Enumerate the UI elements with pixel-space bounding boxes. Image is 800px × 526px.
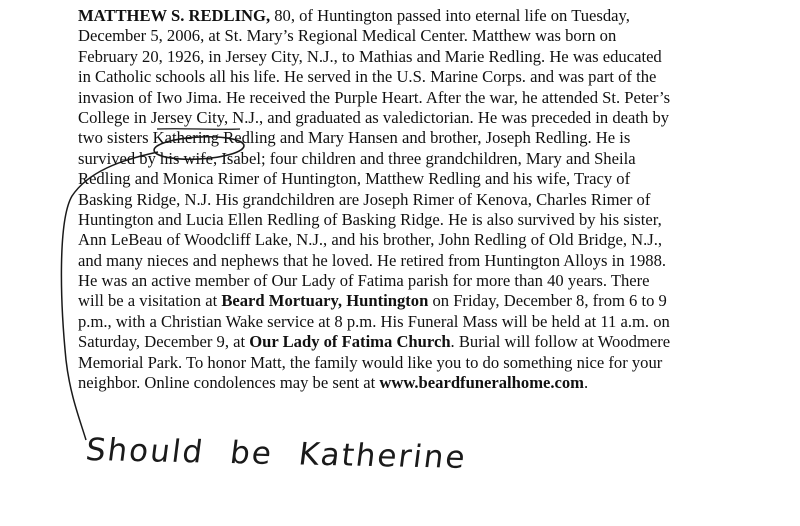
handwritten-note [84, 432, 495, 476]
obituary-line [78, 353, 798, 373]
handwritten-word: be [227, 435, 276, 472]
text-segment: . [584, 373, 589, 393]
text-segment: February 20, 1926, in Jersey City, N.J., to Mathias and Marie Redling. He was educated [78, 46, 662, 66]
text-segment: He was an active member of Our Lady of Fatima parish for more than 40 years. There [78, 271, 650, 291]
bold-text-segment: Our Lady of Fatima Church [249, 332, 451, 352]
obituary-line [78, 373, 798, 393]
text-segment: invasion of Iwo Jima. He received the Purple Heart. After the war, he attended St. Peter’s [78, 87, 671, 107]
text-segment: Memorial Park. To honor Matt, the family would like you to do something nice for your [78, 352, 663, 372]
obituary-line [78, 47, 798, 67]
obituary-line [78, 312, 798, 332]
obituary-line [78, 108, 798, 128]
text-segment: Redling and Monica Rimer of Huntington, Matthew Redling and his wife, Tracy of [78, 169, 631, 189]
obituary-line [78, 230, 798, 250]
text-segment: . Burial will follow at Woodmere [450, 332, 671, 352]
bold-text-segment: www.beardfuneralhome.com [379, 373, 585, 393]
obituary-line [78, 6, 798, 26]
text-segment: two sisters Kathering Redling and Mary Hansen and brother, Joseph Redling. He is [78, 128, 631, 148]
text-segment: College in Jersey City, N.J., and graduated as valedictorian. He was preceded in death by [78, 107, 670, 127]
obituary-line [78, 128, 798, 148]
text-segment: Ann LeBeau of Woodcliff Lake, N.J., and his brother, John Redling of Old Bridge, N.J., [78, 230, 663, 250]
obituary-line [78, 332, 798, 352]
obituary-line [78, 67, 798, 87]
obituary-line [78, 26, 798, 46]
obituary-line [78, 291, 798, 311]
text-segment: on Friday, December 8, from 6 to 9 [428, 291, 667, 311]
handwritten-word: Katherine [296, 436, 469, 476]
text-segment: neighbor. Online condolences may be sent at [78, 373, 380, 393]
text-segment: in Catholic schools all his life. He served in the U.S. Marine Corps. and was part of the [78, 67, 657, 87]
text-segment: survived by his wife, Isabel; four children and three grandchildren, Mary and Sheila [78, 148, 636, 168]
text-segment: Saturday, December 9, at [78, 332, 250, 352]
obituary-line [78, 271, 798, 291]
bold-text-segment: MATTHEW S. REDLING, [78, 6, 271, 25]
obituary-line [78, 88, 798, 108]
text-segment: Basking Ridge, N.J. His grandchildren are Joseph Rimer of Kenova, Charles Rimer of [78, 189, 651, 209]
text-segment: Huntington and Lucia Ellen Redling of Basking Ridge. He is also survived by his sister, [78, 209, 662, 229]
obituary-line [78, 149, 798, 169]
text-segment: p.m., with a Christian Wake service at 8 p.m. His Funeral Mass will be held at 11 a.m. on [78, 311, 670, 331]
handwritten-word: Should [83, 432, 207, 471]
text-segment: December 5, 2006, at St. Mary’s Regional Medical Center. Matthew was born on [78, 26, 617, 46]
obituary-line [78, 210, 798, 230]
obituary-line [78, 190, 798, 210]
text-segment: and many nieces and nephews that he loved. He retired from Huntington Alloys in 1988. [78, 250, 667, 270]
obituary-line [78, 169, 798, 189]
bold-text-segment: Beard Mortuary, Huntington [221, 291, 429, 311]
obituary-line [78, 251, 798, 271]
obituary-text [78, 6, 798, 393]
text-segment: 80, of Huntington passed into eternal life on Tuesday, [270, 6, 630, 25]
text-segment: will be a visitation at [78, 291, 222, 311]
